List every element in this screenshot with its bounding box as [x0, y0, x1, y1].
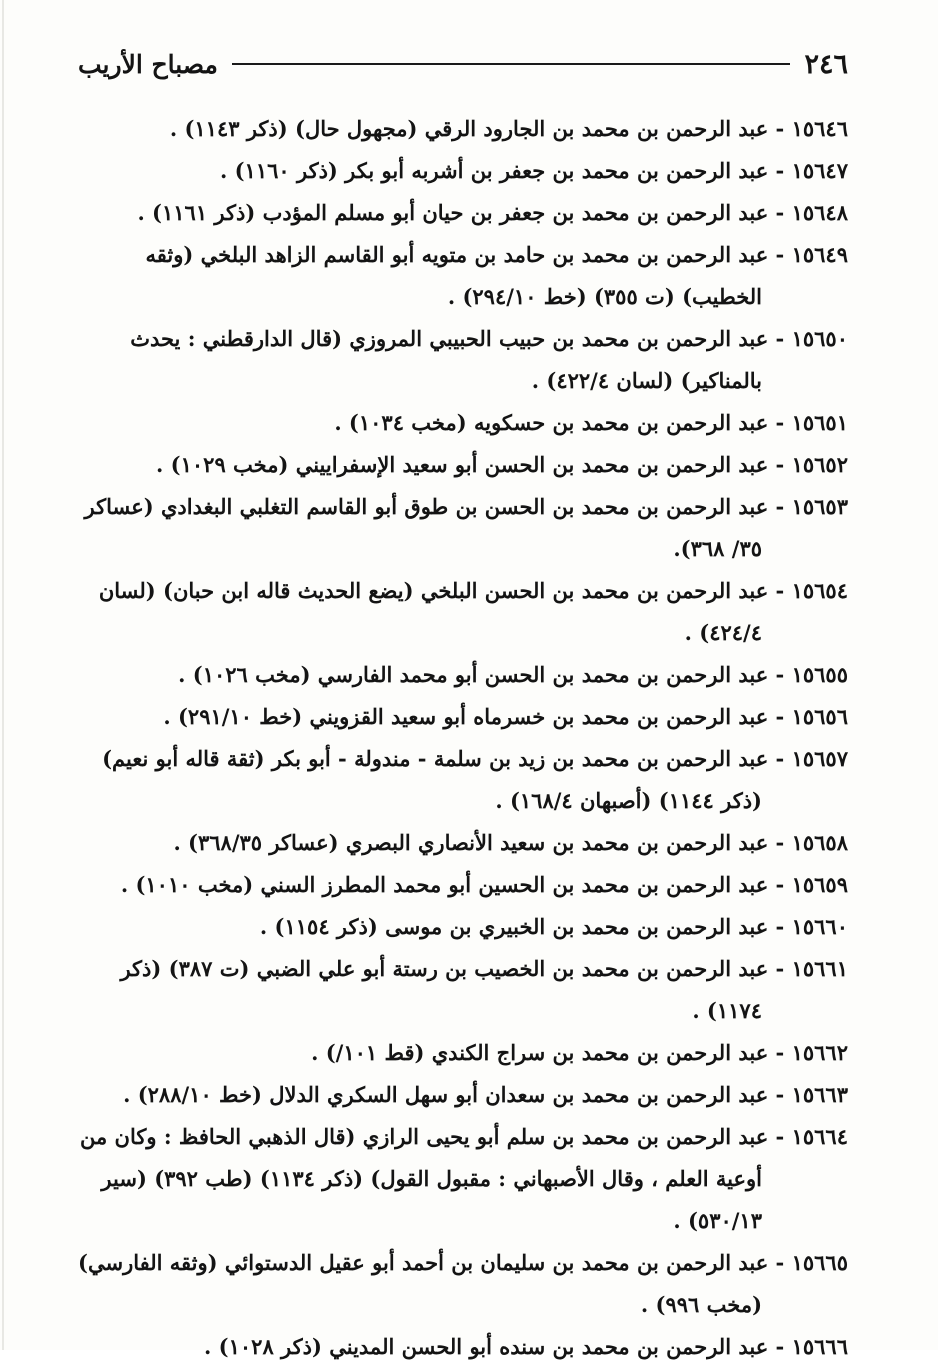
entry-number: ١٥٦٥٠ — [791, 326, 848, 351]
entry-text: عبد الرحمن بن محمد بن حامد بن متويه أبو القاسم الزاهد البلخي (وثقه الخطيب) (ت ٣٥٥) (خط ٢٩٤/١٠) . — [145, 242, 769, 309]
entry: ١٥٦٦٠ - عبد الرحمن بن محمد بن الخبيري بن موسى (ذكر ١١٥٤) . — [259, 914, 848, 939]
entry-number: ١٥٦٥٦ — [791, 704, 848, 729]
entry-text: عبد الرحمن بن محمد بن الجارود الرقي (مجهول حال) (ذكر ١١٤٣) . — [169, 116, 769, 141]
entry: ١٥٦٥٧ - عبد الرحمن بن محمد بن زيد بن سلمة - مندولة - أبو بكر (ثقة قاله أبو نعيم) (ذكر ١١٤٤) (أصبهان ١٦٨/٤) . — [102, 746, 848, 813]
entry: ١٥٦٥٢ - عبد الرحمن بن محمد بن الحسن أبو سعيد الإسفراييني (مخب ١٠٢٩) . — [156, 452, 848, 477]
entry-text: عبد الرحمن بن محمد بن سعدان أبو سهل السكري الدلال (خط ٢٨٨/١٠) . — [123, 1082, 769, 1107]
entry: ١٥٦٦٥ - عبد الرحمن بن محمد بن سليمان بن أحمد أبو عقيل الدستوائي (وثقه الفارسي) (مخب ٩٩٦) . — [78, 1250, 848, 1317]
entry-text: عبد الرحمن بن محمد بن سنده أبو الحسن المديني (ذكر ١٠٢٨) . — [204, 1334, 769, 1359]
entry: ١٥٦٤٦ - عبد الرحمن بن محمد بن الجارود الرقي (مجهول حال) (ذكر ١١٤٣) . — [169, 116, 848, 141]
entry-text: عبد الرحمن بن محمد بن حبيب الحبيبي المروزي (قال الدارقطني : يحدث بالمناكير) (لسان ٤٢٢/٤) . — [130, 326, 769, 393]
entry-list — [78, 108, 848, 1368]
entry-number: ١٥٦٤٩ — [791, 242, 848, 267]
entry-text: عبد الرحمن بن محمد بن الحسن أبو محمد الفارسي (مخب ١٠٢٦) . — [178, 662, 769, 687]
entry-text: عبد الرحمن بن محمد بن الحسن أبو سعيد الإسفراييني (مخب ١٠٢٩) . — [156, 452, 769, 477]
entry: ١٥٦٤٨ - عبد الرحمن بن محمد بن جعفر بن حيان أبو مسلم المؤدب (ذكر ١١٦١) . — [137, 200, 848, 225]
entry-number: ١٥٦٥٣ — [791, 494, 848, 519]
entry: ١٥٦٤٧ - عبد الرحمن بن محمد بن جعفر بن أشربه أبو بكر (ذكر ١١٦٠) . — [219, 158, 848, 183]
entry-text: عبد الرحمن بن محمد بن جعفر بن حيان أبو مسلم المؤدب (ذكر ١١٦١) . — [137, 200, 769, 225]
entry: ١٥٦٦١ - عبد الرحمن بن محمد بن الخصيب بن رستة أبو علي الضبي (ت ٣٨٧) (ذكر ١١٧٤) . — [120, 956, 848, 1023]
entry: ١٥٦٦٦ - عبد الرحمن بن محمد بن سنده أبو الحسن المديني (ذكر ١٠٢٨) . — [204, 1334, 848, 1359]
entry: ١٥٦٥٤ - عبد الرحمن بن محمد بن الحسن البلخي (يضع الحديث قاله ابن حبان) (لسان ٤٢٤/٤) . — [98, 578, 848, 645]
entry-number: ١٥٦٥٩ — [791, 872, 848, 897]
entry-number: ١٥٦٦٠ — [791, 914, 848, 939]
entry-number: ١٥٦٤٨ — [791, 200, 848, 225]
entry-text: عبد الرحمن بن محمد بن سراج الكندي (قط ١٠١/) . — [311, 1040, 769, 1065]
entry: ١٥٦٥١ - عبد الرحمن بن محمد بن حسكويه (مخب ١٠٣٤) . — [334, 410, 848, 435]
entry-number: ١٥٦٦٣ — [791, 1082, 848, 1107]
entry-text: عبد الرحمن بن محمد بن خسرماه أبو سعيد القزويني (خط ٢٩١/١٠) . — [163, 704, 769, 729]
header-rule — [232, 63, 791, 65]
entry: ١٥٦٦٣ - عبد الرحمن بن محمد بن سعدان أبو سهل السكري الدلال (خط ٢٨٨/١٠) . — [123, 1082, 848, 1107]
entry-number: ١٥٦٥٧ — [791, 746, 848, 771]
entry-number: ١٥٦٦٦ — [791, 1334, 848, 1359]
entry-text: عبد الرحمن بن محمد بن سليمان بن أحمد أبو عقيل الدستوائي (وثقه الفارسي) (مخب ٩٩٦) . — [78, 1250, 769, 1317]
entry-text: عبد الرحمن بن محمد بن الحسن البلخي (يضع الحديث قاله ابن حبان) (لسان ٤٢٤/٤) . — [98, 578, 769, 645]
entry-number: ١٥٦٤٧ — [791, 158, 848, 183]
entry-text: عبد الرحمن بن محمد بن جعفر بن أشربه أبو بكر (ذكر ١١٦٠) . — [219, 158, 769, 183]
book-title: مصباح الأريب — [78, 49, 218, 79]
entry: ١٥٦٦٢ - عبد الرحمن بن محمد بن سراج الكندي (قط ١٠١/) . — [311, 1040, 848, 1065]
entry-text: عبد الرحمن بن محمد بن حسكويه (مخب ١٠٣٤) . — [334, 410, 769, 435]
entry-number: ١٥٦٥١ — [791, 410, 848, 435]
entry-text: عبد الرحمن بن محمد بن الخبيري بن موسى (ذكر ١١٥٤) . — [259, 914, 769, 939]
entry: ١٥٦٥٦ - عبد الرحمن بن محمد بن خسرماه أبو سعيد القزويني (خط ٢٩١/١٠) . — [163, 704, 848, 729]
entry: ١٥٦٦٤ - عبد الرحمن بن محمد بن سلم أبو يحيى الرازي (قال الذهبي الحافظ : وكان من أوعية العلم ، وقال الأصبهاني : مقبول القول) (ذكر ١١٣٤) (طب ٣٩٢) (سير ٥٣٠/١٣) . — [80, 1124, 848, 1233]
entry-number: ١٥٦٦٤ — [791, 1124, 848, 1149]
entry: ١٥٦٥٨ - عبد الرحمن بن محمد بن سعيد الأنصاري البصري (عساكر ٣٦٨/٣٥) . — [173, 830, 848, 855]
entry-text: عبد الرحمن بن محمد بن الخصيب بن رستة أبو علي الضبي (ت ٣٨٧) (ذكر ١١٧٤) . — [120, 956, 769, 1023]
entry-number: ١٥٦٥٢ — [791, 452, 848, 477]
entry: ١٥٦٥٠ - عبد الرحمن بن محمد بن حبيب الحبيبي المروزي (قال الدارقطني : يحدث بالمناكير) (لسان ٤٢٢/٤) . — [130, 326, 848, 393]
entry: ١٥٦٥٩ - عبد الرحمن بن محمد بن الحسين أبو محمد المطرز السني (مخب ١٠١٠) . — [120, 872, 848, 897]
entry-text: عبد الرحمن بن محمد بن الحسن بن طوق أبو القاسم التغلبي البغدادي (عساكر ٣٥/ ٣٦٨). — [84, 494, 769, 561]
entry: ١٥٦٥٥ - عبد الرحمن بن محمد بن الحسن أبو محمد الفارسي (مخب ١٠٢٦) . — [178, 662, 848, 687]
entry-number: ١٥٦٥٥ — [791, 662, 848, 687]
entry-number: ١٥٦٦١ — [791, 956, 848, 981]
entry-text: عبد الرحمن بن محمد بن الحسين أبو محمد المطرز السني (مخب ١٠١٠) . — [120, 872, 769, 897]
entry-number: ١٥٦٦٢ — [791, 1040, 848, 1065]
entry-text: عبد الرحمن بن محمد بن زيد بن سلمة - مندولة - أبو بكر (ثقة قاله أبو نعيم) (ذكر ١١٤٤) (أصبهان ١٦٨/٤) . — [102, 746, 769, 813]
page-number: ٢٤٦ — [804, 48, 848, 80]
page-edge-shadow — [2, 0, 4, 1350]
entry: ١٥٦٤٩ - عبد الرحمن بن محمد بن حامد بن متويه أبو القاسم الزاهد البلخي (وثقه الخطيب) (ت ٣٥٥) (خط ٢٩٤/١٠) . — [145, 242, 848, 309]
entry-number: ١٥٦٥٤ — [791, 578, 848, 603]
entry-number: ١٥٦٥٨ — [791, 830, 848, 855]
entry-number: ١٥٦٤٦ — [791, 116, 848, 141]
entry-text: عبد الرحمن بن محمد بن سلم أبو يحيى الرازي (قال الذهبي الحافظ : وكان من أوعية العلم ، وقال الأصبهاني : مقبول القول) (ذكر ١١٣٤) (طب ٣٩٢) (سير ٥٣٠/١٣) . — [80, 1124, 769, 1233]
entry-text: عبد الرحمن بن محمد بن سعيد الأنصاري البصري (عساكر ٣٦٨/٣٥) . — [173, 830, 769, 855]
entry-number: ١٥٦٦٥ — [791, 1250, 848, 1275]
entry: ١٥٦٥٣ - عبد الرحمن بن محمد بن الحسن بن طوق أبو القاسم التغلبي البغدادي (عساكر ٣٥/ ٣٦٨). — [84, 494, 848, 561]
page-header — [78, 44, 848, 84]
